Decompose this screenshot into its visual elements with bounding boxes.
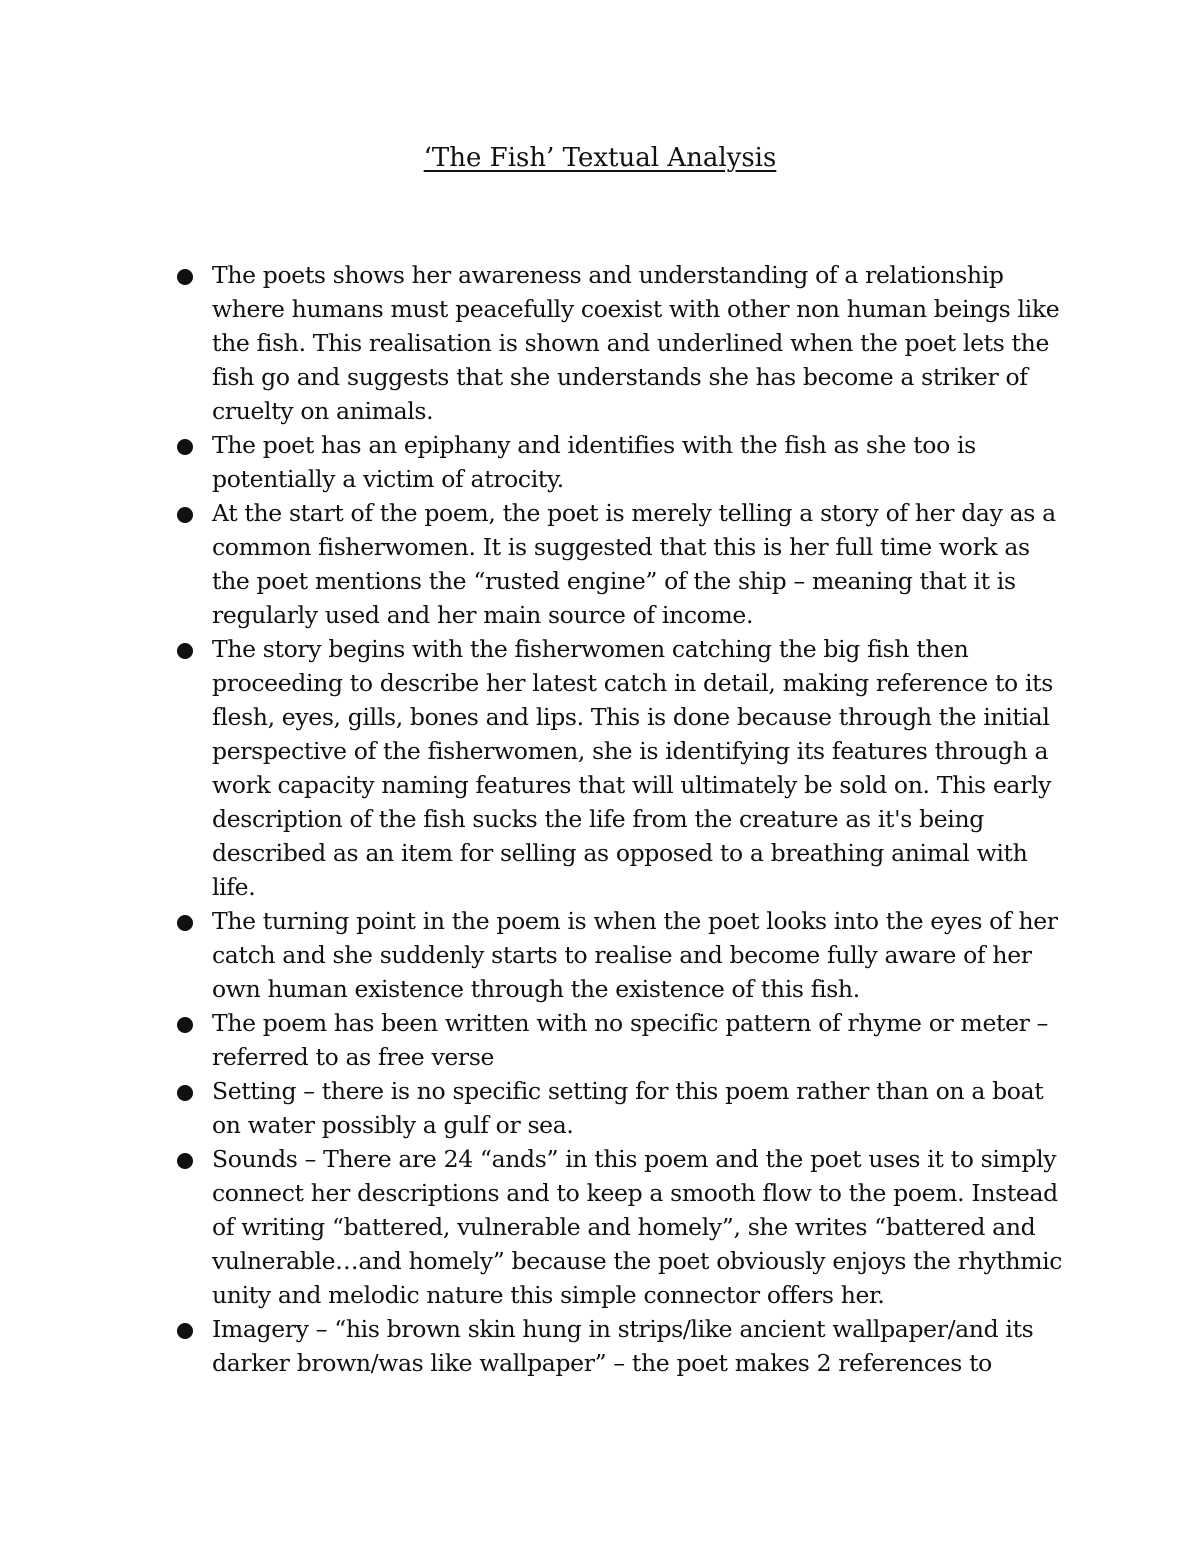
bullet-dot-icon xyxy=(177,439,193,455)
document-title xyxy=(0,140,1200,176)
bullet-item xyxy=(172,1312,1072,1380)
bullet-text: Sounds – There are 24 “ands” in this poem and the poet uses it to simply connect her descriptions and to keep a smooth flow to the poem. Instead of writing “battered, vulnerable and homely”, she writes “battered and vulnerable…and homely” because the poet obviously enjoys the rhythmic unity and melodic nature this simple connector offers her. xyxy=(212,1145,1063,1309)
bullet-dot-icon xyxy=(177,643,193,659)
bullet-text: The story begins with the fisherwomen catching the big fish then proceeding to describe her latest catch in detail, making reference to its flesh, eyes, gills, bones and lips. This is done because through the initial perspective of the fisherwomen, she is identifying its features through a work capacity naming features that will ultimately be sold on. This early description of the fish sucks the life from the creature as it's being described as an item for selling as opposed to a breathing animal with life. xyxy=(212,635,1053,901)
bullet-item xyxy=(172,496,1072,632)
bullet-text: The poet has an epiphany and identifies with the fish as she too is potentially a victim of atrocity. xyxy=(212,431,976,493)
bullet-dot-icon xyxy=(177,1153,193,1169)
bullet-item xyxy=(172,632,1072,904)
bullet-item xyxy=(172,258,1072,428)
bullet-dot-icon xyxy=(177,269,193,285)
bullet-dot-icon xyxy=(177,1017,193,1033)
bullet-dot-icon xyxy=(177,915,193,931)
bullet-text: The poets shows her awareness and understanding of a relationship where humans must peacefully coexist with other non human beings like the fish. This realisation is shown and underlined when the poet lets the fish go and suggests that she understands she has become a striker of cruelty on animals. xyxy=(212,261,1060,425)
bullet-dot-icon xyxy=(177,507,193,523)
bullet-text: Imagery – “his brown skin hung in strips/like ancient wallpaper/and its darker brown/was like wallpaper” – the poet makes 2 references to xyxy=(212,1315,1034,1377)
bullet-item xyxy=(172,1006,1072,1074)
bullet-item xyxy=(172,904,1072,1006)
bullet-list xyxy=(172,258,1072,1380)
bullet-text: Setting – there is no specific setting for this poem rather than on a boat on water possibly a gulf or sea. xyxy=(212,1077,1044,1139)
bullet-item xyxy=(172,1074,1072,1142)
bullet-item xyxy=(172,1142,1072,1312)
bullet-dot-icon xyxy=(177,1323,193,1339)
bullet-item xyxy=(172,428,1072,496)
bullet-dot-icon xyxy=(177,1085,193,1101)
bullet-text: At the start of the poem, the poet is merely telling a story of her day as a common fisherwomen. It is suggested that this is her full time work as the poet mentions the “rusted engine” of the ship – meaning that it is regularly used and her main source of income. xyxy=(212,499,1056,629)
bullet-text: The poem has been written with no specific pattern of rhyme or meter – referred to as free verse xyxy=(212,1009,1049,1071)
document-title-text: ‘The Fish’ Textual Analysis xyxy=(423,143,777,173)
bullet-text: The turning point in the poem is when the poet looks into the eyes of her catch and she suddenly starts to realise and become fully aware of her own human existence through the existence of this fish. xyxy=(212,907,1058,1003)
